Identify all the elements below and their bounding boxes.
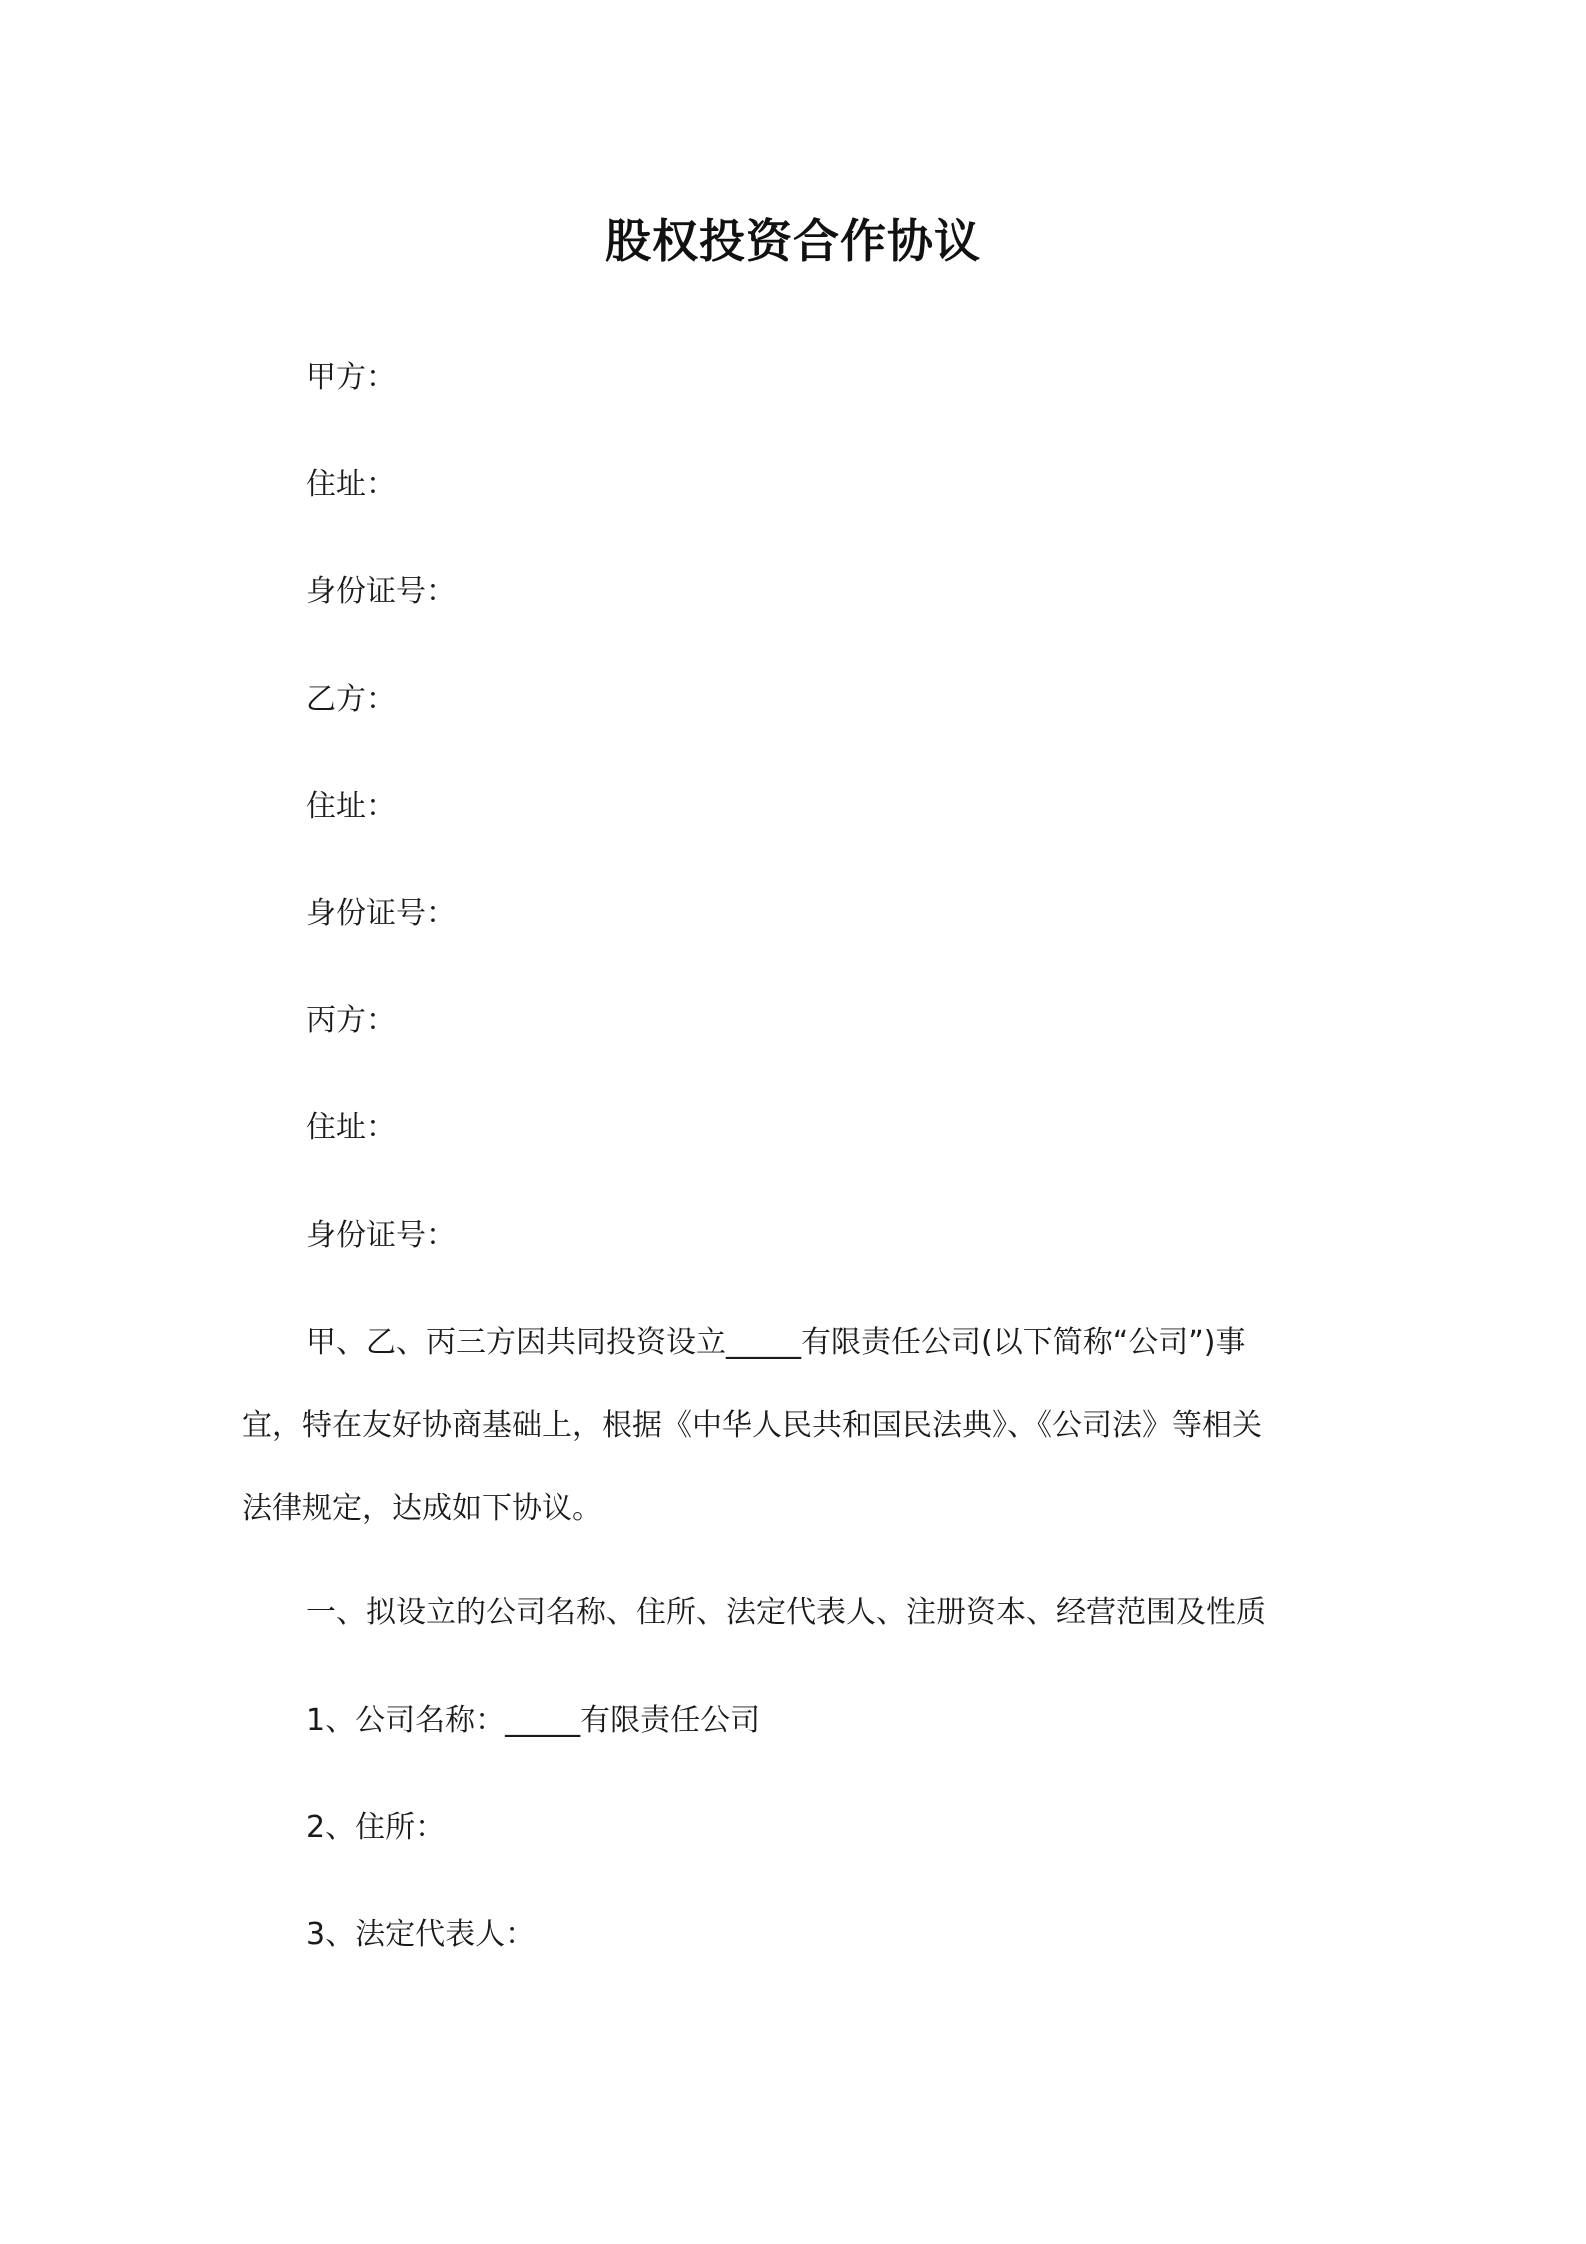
party-b-label: 乙方： (306, 682, 396, 717)
party-c-label: 丙方： (306, 1003, 396, 1038)
party-b-address-label: 住址： (306, 789, 396, 824)
section-1-heading: 一、拟设立的公司名称、住所、法定代表人、注册资本、经营范围及性质 (306, 1595, 1266, 1630)
legal-representative-item: 3、法定代表人： (306, 1917, 536, 1952)
preamble-line-2: 宜，特在友好协商基础上，根据《中华人民共和国民法典》、《公司法》等相关 (242, 1408, 1262, 1443)
party-a-address-label: 住址： (306, 467, 396, 502)
party-a-id-label: 身份证号： (306, 574, 456, 609)
party-c-id-label: 身份证号： (306, 1218, 456, 1253)
party-c-address-label: 住址： (306, 1110, 396, 1145)
preamble-line-3: 法律规定，达成如下协议。 (242, 1491, 602, 1526)
company-address-item: 2、住所： (306, 1810, 446, 1845)
party-a-label: 甲方： (306, 360, 396, 395)
party-b-id-label: 身份证号： (306, 896, 456, 931)
preamble-line-1: 甲、乙、丙三方因共同投资设立_____有限责任公司(以下简称“公司”)事 (306, 1325, 1246, 1360)
document-title: 股权投资合作协议 (605, 214, 981, 268)
company-name-item: 1、公司名称：_____有限责任公司 (306, 1703, 761, 1738)
